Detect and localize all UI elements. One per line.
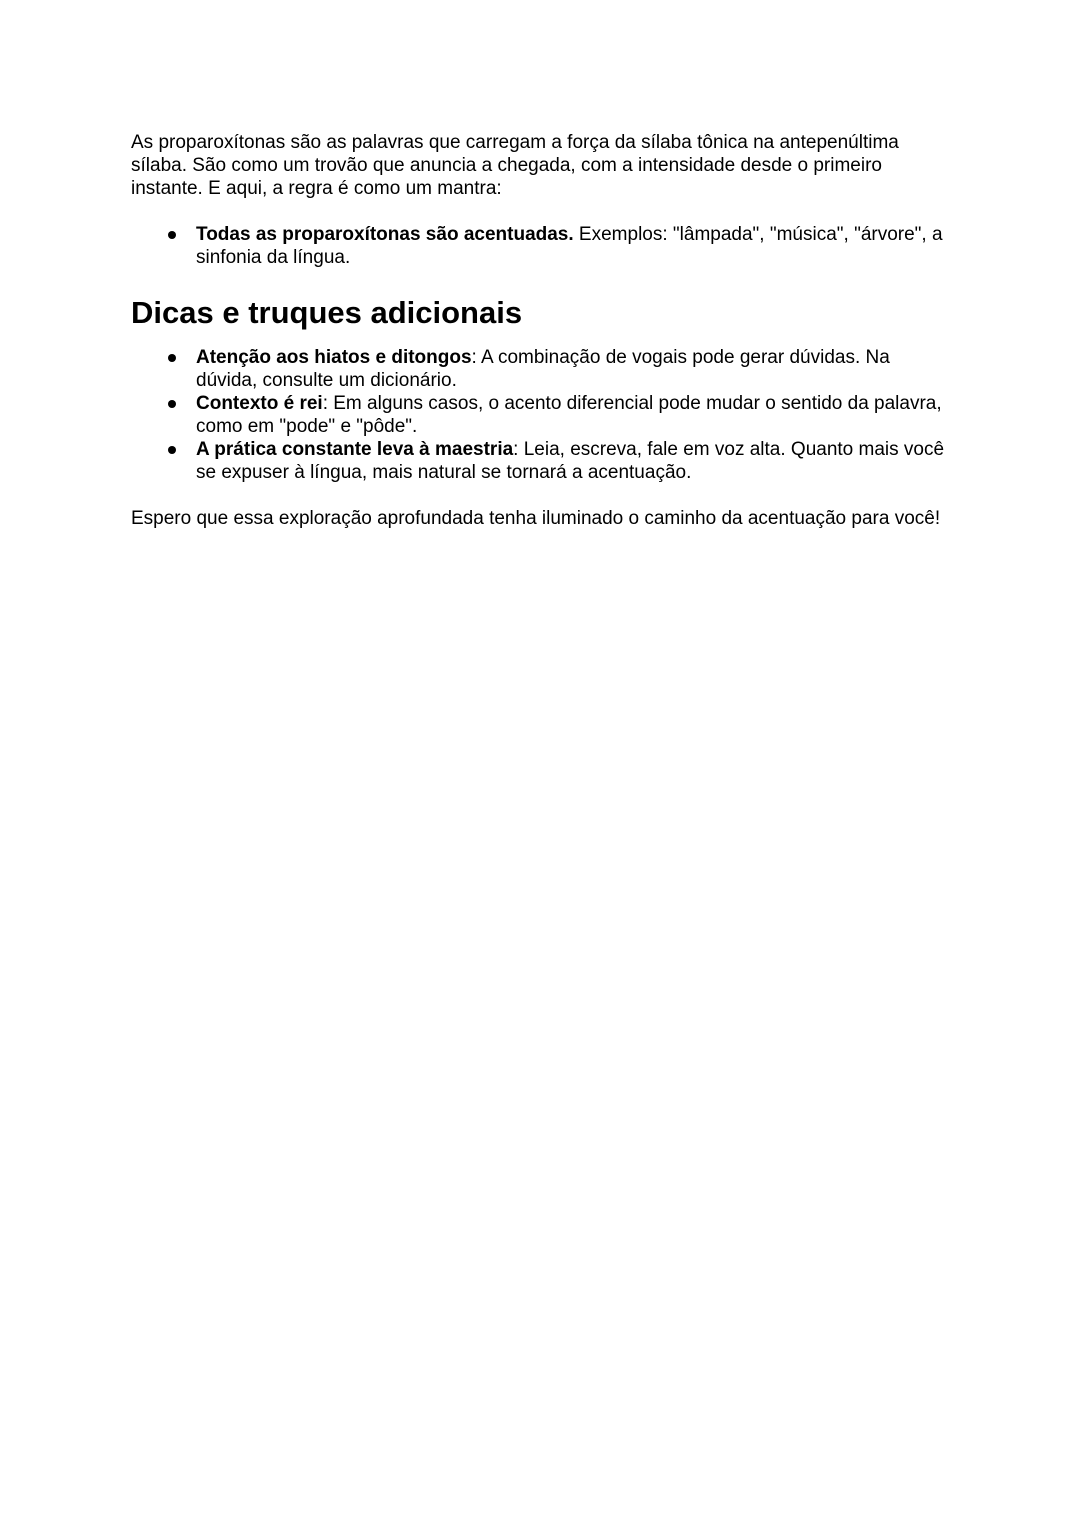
document-content <box>131 131 946 530</box>
tips-list-item <box>131 346 946 392</box>
rule-list-item <box>131 223 946 269</box>
section-heading: Dicas e truques adicionais <box>131 295 523 330</box>
tip-text: : Em alguns casos, o acento diferencial pode mudar o sentido da palavra, como em "pode" e "pôde". <box>196 393 942 437</box>
bullet-icon <box>168 354 176 362</box>
rule-list <box>131 223 946 269</box>
tip-bold-text: Atenção aos hiatos e ditongos <box>196 347 472 368</box>
tip-text: : Leia, escreva, fale em voz alta. Quanto mais você se expuser à língua, mais natural se tornará a acentuação. <box>196 439 945 483</box>
rule-text: Exemplos: "lâmpada", "música", "árvore", a sinfonia da língua. <box>196 224 943 268</box>
intro-paragraph: As proparoxítonas são as palavras que carregam a força da sílaba tônica na antepenúltima sílaba. São como um trovão que anuncia a chegada, com a intensidade desde o primeiro instante. E aqui, a regra é como um mantra: <box>131 132 899 199</box>
tips-list-item <box>131 392 946 438</box>
bullet-icon <box>168 446 176 454</box>
tips-list-item <box>131 438 946 484</box>
rule-bold-text: Todas as proparoxítonas são acentuadas. <box>196 224 574 245</box>
bullet-icon <box>168 400 176 408</box>
bullet-icon <box>168 231 176 239</box>
closing-paragraph: Espero que essa exploração aprofundada tenha iluminado o caminho da acentuação para você! <box>131 508 941 529</box>
tip-bold-text: A prática constante leva à maestria <box>196 439 514 460</box>
tip-bold-text: Contexto é rei <box>196 393 323 414</box>
tips-list <box>131 346 946 484</box>
tip-text: : A combinação de vogais pode gerar dúvidas. Na dúvida, consulte um dicionário. <box>196 347 890 391</box>
